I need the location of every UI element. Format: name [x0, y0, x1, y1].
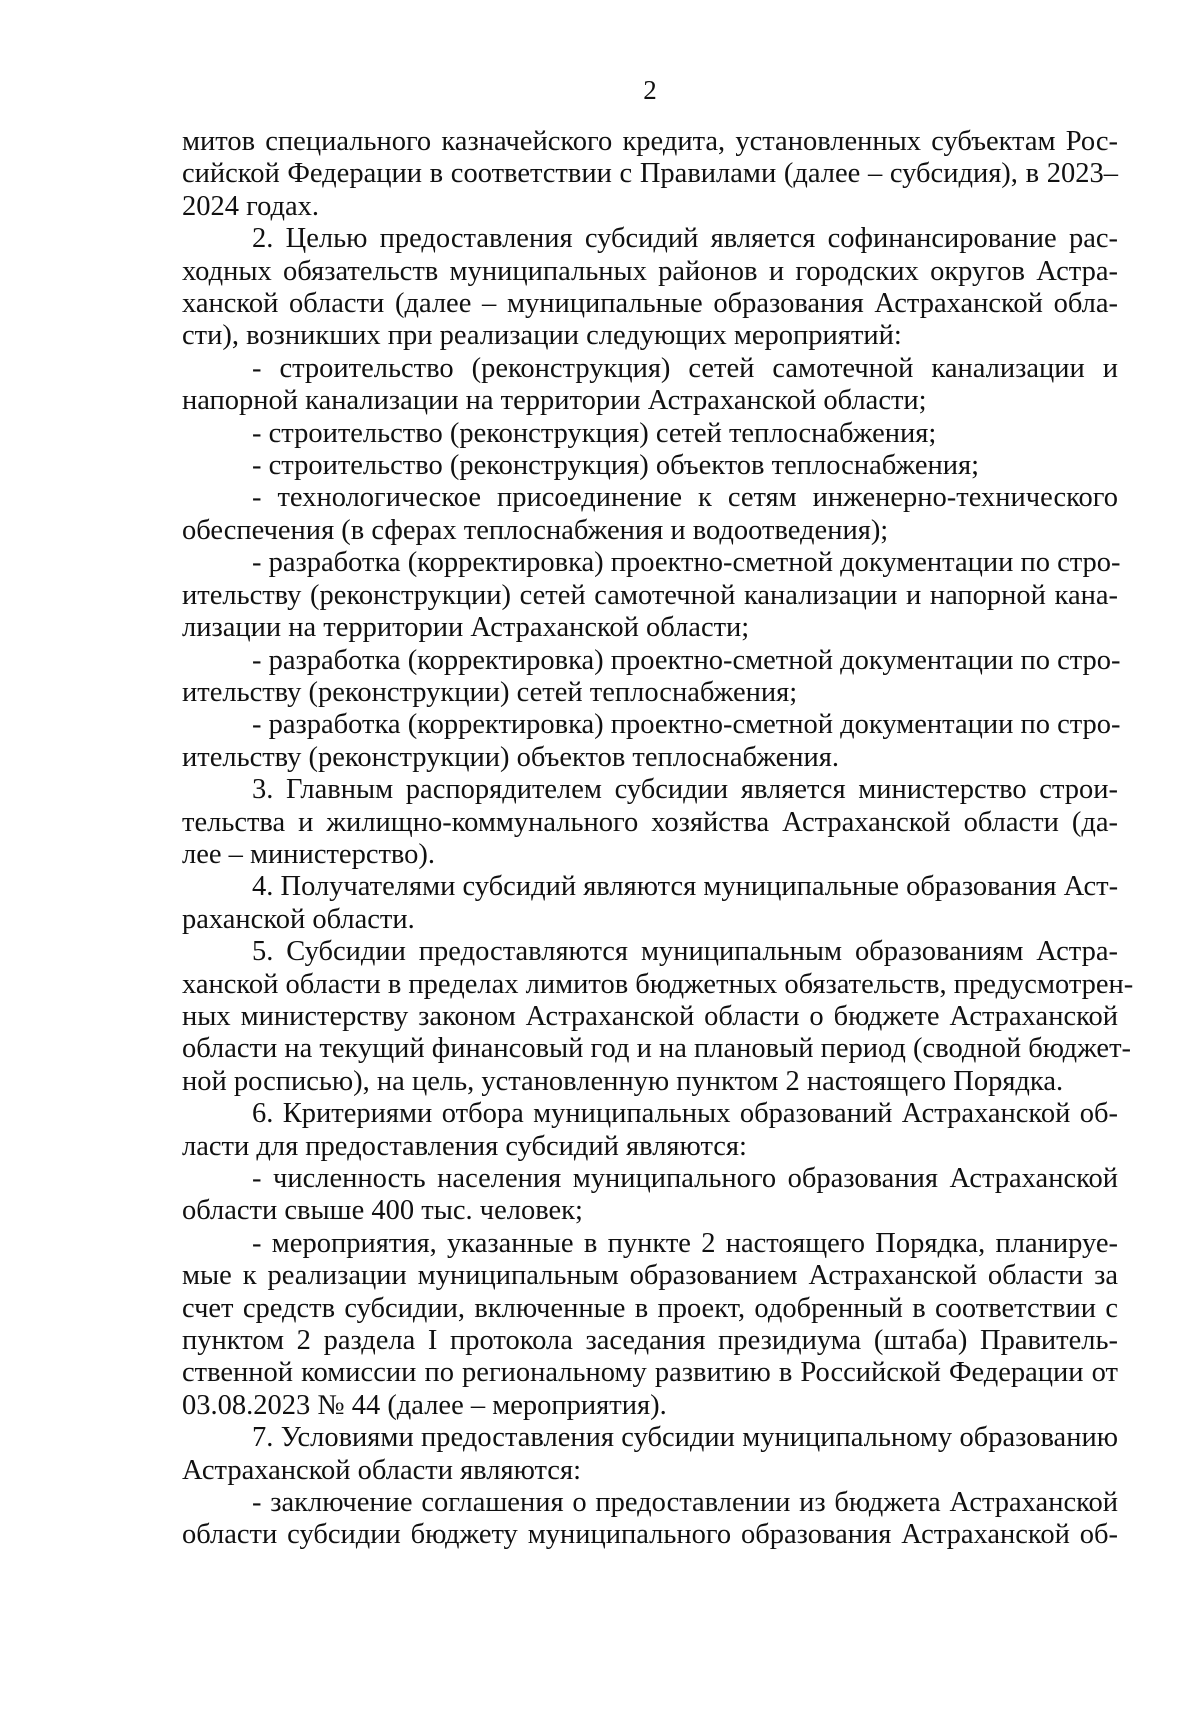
text-line: - разработка (корректировка) проектно-сметной документации по стро- — [252, 547, 1121, 579]
text-line: Астраханской области являются: — [182, 1454, 581, 1486]
text-line: области свыше 400 тыс. человек; — [182, 1195, 583, 1227]
text-line: ных министерству законом Астраханской области о бюджете Астраханской — [182, 1000, 1118, 1032]
text-line: 2024 годах. — [182, 190, 320, 222]
text-line: - мероприятия, указанные в пункте 2 настоящего Порядка, планируе- — [252, 1227, 1118, 1259]
text-line: 2. Целью предоставления субсидий является софинансирование рас- — [252, 223, 1118, 255]
text-line: - строительство (реконструкция) объектов теплоснабжения; — [252, 450, 980, 482]
text-line: ной росписью), на цель, установленную пунктом 2 настоящего Порядка. — [182, 1065, 1064, 1097]
text-line: тельства и жилищно-коммунального хозяйства Астраханской области (да- — [182, 806, 1118, 838]
document-body — [182, 126, 1134, 1552]
text-line: пунктом 2 раздела I протокола заседания президиума (штаба) Правитель- — [182, 1325, 1118, 1357]
text-line: 7. Условиями предоставления субсидии муниципальному образованию — [252, 1422, 1118, 1454]
text-line: 03.08.2023 № 44 (далее – мероприятия). — [182, 1389, 667, 1421]
text-line: напорной канализации на территории Астраханской области; — [182, 385, 927, 417]
text-line: - заключение соглашения о предоставлении из бюджета Астраханской — [252, 1487, 1118, 1519]
text-line: лизации на территории Астраханской области; — [182, 612, 750, 644]
text-line: ственной комиссии по региональному развитию в Российской Федерации от — [182, 1357, 1118, 1389]
text-line: обеспечения (в сферах теплоснабжения и водоотведения); — [182, 514, 889, 546]
text-line: 3. Главным распорядителем субсидии является министерство строи- — [252, 774, 1118, 806]
text-line: ханской области (далее – муниципальные образования Астраханской обла- — [182, 288, 1118, 320]
text-line: ительству (реконструкции) сетей самотечной канализации и напорной кана- — [182, 579, 1118, 611]
page-number: 2 — [643, 75, 657, 105]
text-line: 6. Критериями отбора муниципальных образований Астраханской об- — [252, 1098, 1118, 1130]
text-line: 5. Субсидии предоставляются муниципальным образованиям Астра- — [252, 936, 1118, 968]
text-line: области на текущий финансовый год и на плановый период (сводной бюджет- — [182, 1033, 1132, 1065]
text-line: сти), возникших при реализации следующих мероприятий: — [182, 320, 902, 352]
text-line: - разработка (корректировка) проектно-сметной документации по стро- — [252, 644, 1121, 676]
text-line: раханской области. — [182, 903, 415, 935]
text-line: митов специального казначейского кредита, установленных субъектам Рос- — [182, 126, 1118, 157]
text-line: области субсидии бюджету муниципального образования Астраханской об- — [182, 1519, 1118, 1551]
text-line: счет средств субсидии, включенные в проект, одобренный в соответствии с — [182, 1292, 1118, 1324]
text-line: - разработка (корректировка) проектно-сметной документации по стро- — [252, 709, 1121, 741]
text-line: лее – министерство). — [182, 838, 436, 870]
text-line: ительству (реконструкции) сетей теплоснабжения; — [182, 676, 798, 708]
text-line: ходных обязательств муниципальных районов и городских округов Астра- — [182, 255, 1118, 287]
text-line: - строительство (реконструкция) сетей самотечной канализации и — [252, 352, 1118, 384]
text-line: мые к реализации муниципальным образованием Астраханской области за — [182, 1260, 1118, 1292]
text-line: 4. Получателями субсидий являются муниципальные образования Аст- — [252, 871, 1119, 903]
text-line: - численность населения муниципального образования Астраханской — [252, 1163, 1118, 1194]
text-line: - строительство (реконструкция) сетей теплоснабжения; — [252, 417, 937, 449]
text-line: ласти для предоставления субсидий являются: — [182, 1130, 747, 1162]
text-line: ханской области в пределах лимитов бюджетных обязательств, предусмотрен- — [182, 968, 1134, 1000]
text-line: - технологическое присоединение к сетям инженерно-технического — [252, 482, 1118, 514]
text-line: ительству (реконструкции) объектов теплоснабжения. — [182, 741, 840, 773]
text-line: сийской Федерации в соответствии с Правилами (далее – субсидия), в 2023– — [182, 158, 1118, 190]
document-page — [182, 70, 1134, 1552]
